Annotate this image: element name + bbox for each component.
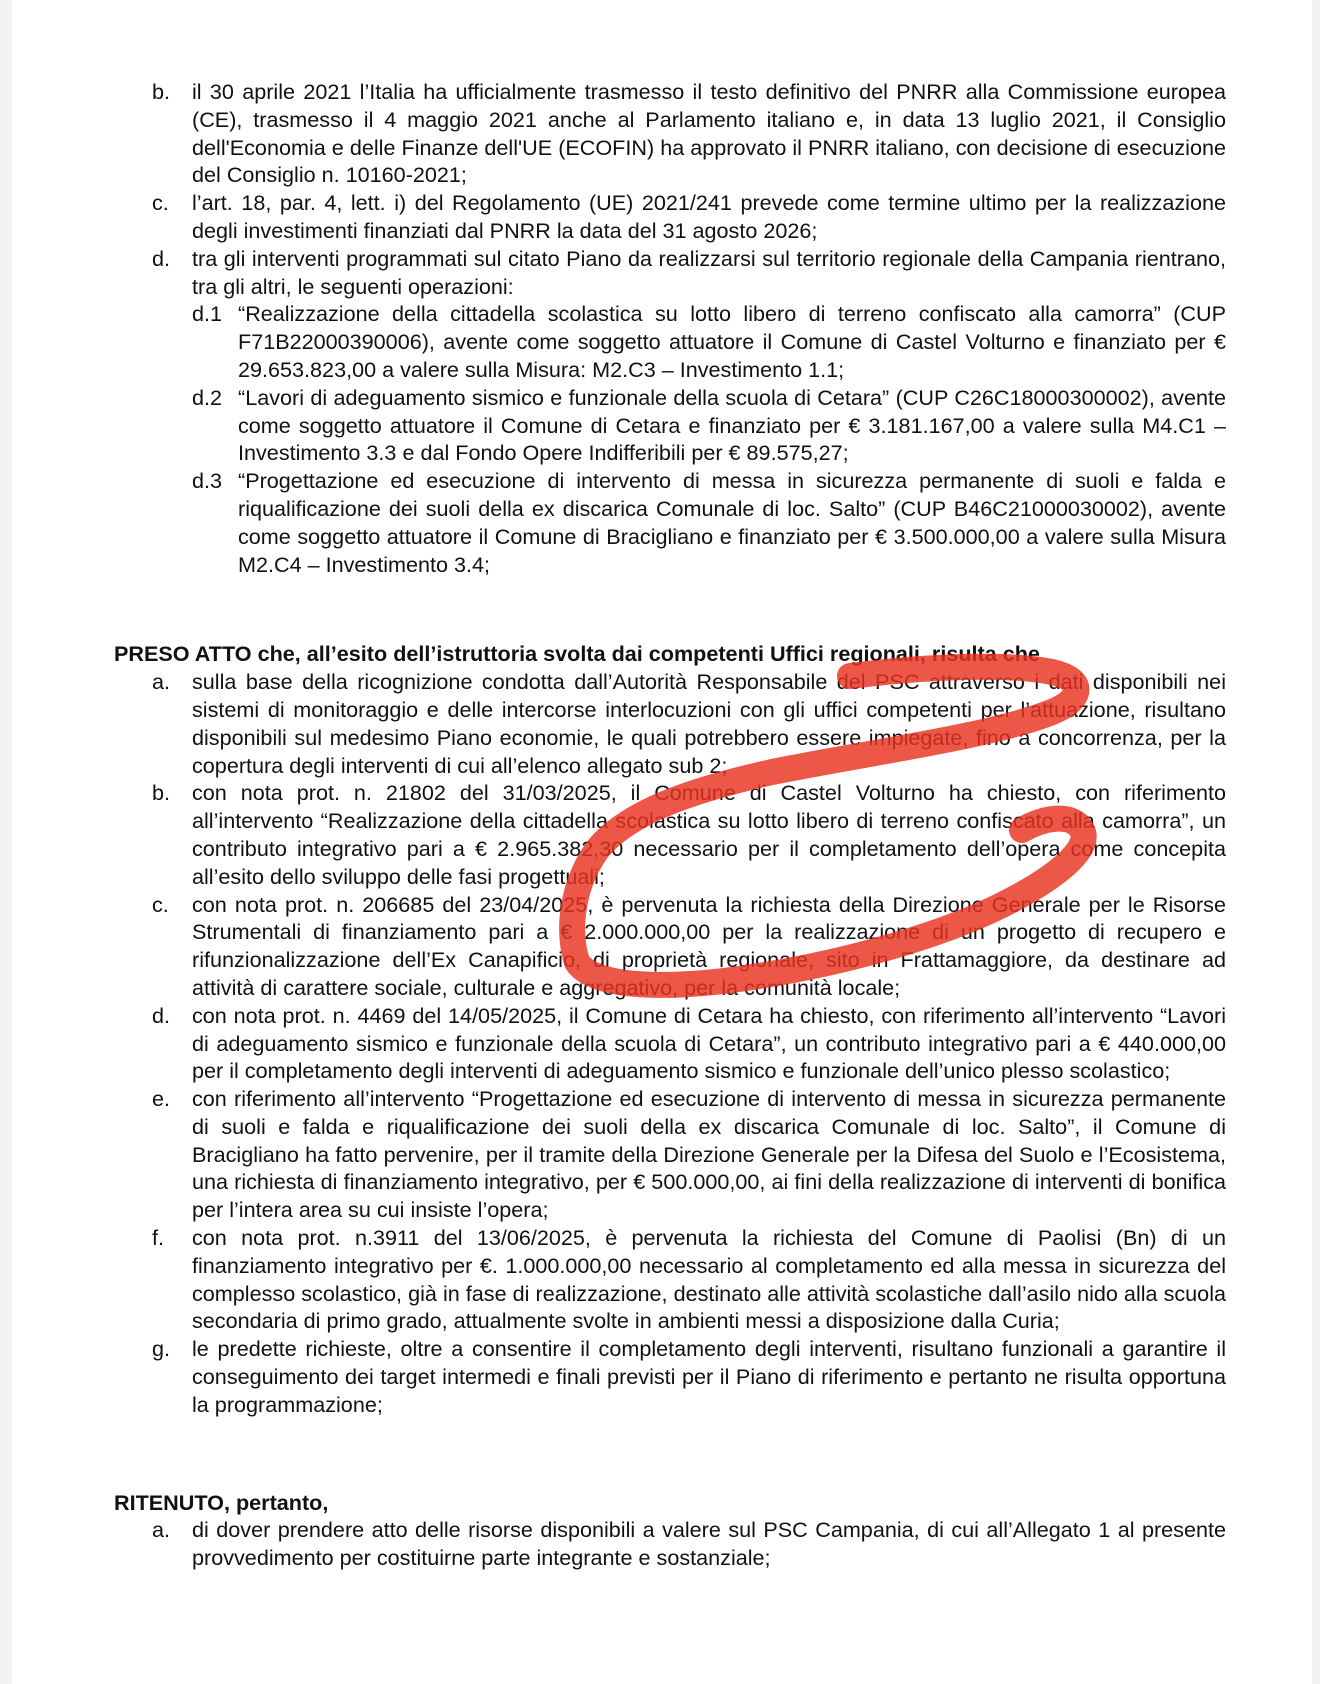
list-item: [114, 1085, 1226, 1224]
list-text: con nota prot. n. 206685 del 23/04/2025, è pervenuta la richiesta della Direzione Generale per le Risorse Strumentali di finanziamento pari a € 2.000.000,00 per la realizzazione di un progetto di recupero e rifunzionalizzazione dell’Ex Canapificio, di proprietà regionale, sito in Frattamaggiore, da destinare ad attività di carattere sociale, culturale e aggregativo, per la comunità locale;: [192, 891, 1226, 1000]
list-label: b.: [152, 79, 171, 104]
list-text: l’art. 18, par. 4, lett. i) del Regolamento (UE) 2021/241 prevede come termine ultimo per la realizzazione degli investimenti finanziati dal PNRR la data del 31 agosto 2026;: [192, 190, 1226, 243]
list-text: il 30 aprile 2021 l’Italia ha ufficialmente trasmesso il testo definitivo del PNRR alla Commissione europea (CE), trasmesso il 4 maggio 2021 anche al Parlamento italiano e, in data 13 luglio 2021, il Consiglio dell'Economia e delle Finanze dell'UE (ECOFIN) ha approvato il PNRR italiano, con decisione di esecuzione del Consiglio n. 10160-2021;: [192, 79, 1226, 188]
ritenuto-heading: RITENUTO, pertanto,: [114, 1489, 329, 1515]
list-label: b.: [152, 780, 171, 806]
list-text: tra gli interventi programmati sul citato Piano da realizzarsi sul territorio regionale della Campania rientrano, tra gli altri, le seguenti operazioni:: [192, 245, 1226, 299]
sub-list-text: “Progettazione ed esecuzione di intervento di messa in sicurezza permanente di suoli e falda e riqualificazione dei suoli della ex discarica Comunale di loc. Salto” (CUP B46C21000030002), avente come soggetto attuatore il Comune di Bracigliano e finanziato per € 3.500.000,00 a valere sulla Misura M2.C4 – Investimento 3.4;: [238, 468, 1226, 577]
list-item: [114, 1516, 1226, 1572]
list-text: le predette richieste, oltre a consentire il completamento degli interventi, risultano funzionali a garantire il conseguimento dei target intermedi e finali previsti per il Piano di riferimento e pertanto ne risulta opportuna la programmazione;: [192, 1336, 1226, 1417]
sub-list-label: d.3: [192, 468, 223, 494]
list-text: sulla base della ricognizione condotta dall’Autorità Responsabile del PSC attraverso i dati disponibili nei sistemi di monitoraggio e delle intercorse interlocuzioni con gli uffici competenti per l’attuazione, risultano disponibili sul medesimo Piano economie, le quali potrebbero essere impiegate, fino a concorrenza, per la copertura degli interventi di cui all’elenco allegato sub 2;: [192, 669, 1226, 778]
list-label: a.: [152, 669, 171, 695]
list-text: con nota prot. n.3911 del 13/06/2025, è pervenuta la richiesta del Comune di Paolisi (Bn) di un finanziamento integrativo per €. 1.000.000,00 necessario al completamento ed alla messa in sicurezza del complesso scolastico, già in fase di realizzazione, destinato alle attività scolastiche dall’asilo nido alla scuola secondaria di primo grado, attualmente svolte in ambienti messi a disposizione dalla Curia;: [192, 1225, 1226, 1334]
sub-list-text: “Realizzazione della cittadella scolastica su lotto libero di terreno confiscato alla camorra” (CUP F71B22000390006), avente come soggetto attuatore il Comune di Castel Volturno e finanziato per € 29.653.823,00 a valere sulla Misura: M2.C3 – Investimento 1.1;: [238, 301, 1226, 382]
list-text: con nota prot. n. 4469 del 14/05/2025, il Comune di Cetara ha chiesto, con riferimento all’intervento “Lavori di adeguamento sismico e funzionale della scuola di Cetara”, un contributo integrativo pari a € 440.000,00 per il completamento degli interventi di adeguamento sismico e funzionale dell’unico plesso scolastico;: [192, 1002, 1226, 1084]
list-item: [114, 891, 1226, 1002]
list-text: con riferimento all’intervento “Progettazione ed esecuzione di intervento di messa in sicurezza permanente di suoli e falda e riqualificazione dei suoli della ex discarica Comunale di loc. Salto”, il Comune di Bracigliano ha fatto pervenire, per il tramite della Direzione Generale per la Difesa del Suolo e l’Ecosistema, una richiesta di finanziamento integrativo, per € 500.000,00, ai fini della realizzazione di interventi di bonifica per l’intera area su cui insiste l’opera;: [192, 1086, 1226, 1223]
list-label: d.: [152, 245, 171, 271]
list-item: [114, 1224, 1226, 1335]
list-item: [114, 189, 1226, 245]
list-label: f.: [152, 1225, 164, 1251]
list-label: c.: [152, 891, 169, 917]
list-label: a.: [152, 1517, 171, 1543]
sub-list-label: d.1: [192, 301, 223, 327]
document-body: [114, 78, 1226, 1572]
sub-list-item: [192, 467, 1226, 578]
sub-list-item: [192, 300, 1226, 383]
sub-list-label: d.2: [192, 384, 223, 410]
list-item: [114, 78, 1226, 189]
list-item: [114, 245, 1226, 301]
document-page: [12, 0, 1312, 1684]
list-label: g.: [152, 1336, 171, 1362]
list-item: [114, 1002, 1226, 1085]
preso-atto-heading: PRESO ATTO che, all’esito dell’istruttoria svolta dai competenti Uffici regionali, risulta che: [114, 641, 1040, 667]
list-label: c.: [152, 190, 169, 216]
list-label: d.: [152, 1002, 171, 1028]
list-item: [114, 779, 1226, 890]
list-text: con nota prot. n. 21802 del 31/03/2025, il Comune di Castel Volturno ha chiesto, con riferimento all’intervento “Realizzazione della cittadella scolastica su lotto libero di terreno confiscato alla camorra”, un contributo integrativo pari a € 2.965.382,30 necessario per il completamento dell’opera come concepita all’esito dello sviluppo delle fasi progettuali;: [192, 780, 1226, 889]
list-label: e.: [152, 1086, 171, 1112]
list-text: di dover prendere atto delle risorse disponibili a valere sul PSC Campania, di cui all’Allegato 1 al presente provvedimento per costituirne parte integrante e sostanziale;: [192, 1517, 1226, 1571]
sub-list-item: [192, 384, 1226, 467]
list-item: [114, 1335, 1226, 1418]
list-item: [114, 668, 1226, 779]
sub-list-text: “Lavori di adeguamento sismico e funzionale della scuola di Cetara” (CUP C26C18000300002), avente come soggetto attuatore il Comune di Cetara e finanziato per € 3.181.167,00 a valere sulla M4.C1 – Investimento 3.3 e dal Fondo Opere Indifferibili per € 89.575,27;: [238, 384, 1226, 466]
